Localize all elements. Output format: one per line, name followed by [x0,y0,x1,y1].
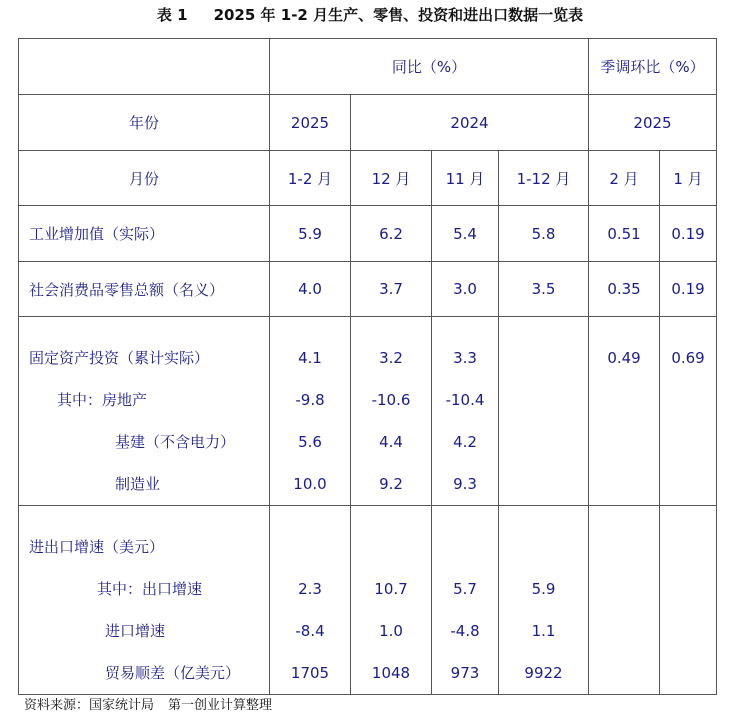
table-cell: 4.0 [270,262,351,317]
source-org: 第一创业计算整理 [168,698,273,713]
empty-cell [660,506,717,695]
table-title-text: 2025 年 1-2 月生产、零售、投资和进出口数据一览表 [213,6,584,24]
source-note [24,694,272,713]
trade-labels [19,506,270,695]
month-header: 12 月 [351,151,432,206]
row-label: 固定资产投资（累计实际） [29,349,210,367]
investment-col [270,317,351,506]
header-row-month [19,151,717,206]
table-cell: 5.8 [499,206,589,262]
table-cell: -8.4 [295,622,325,640]
year-2024: 2024 [351,95,589,151]
table-cell: 3.5 [499,262,589,317]
spacer [499,526,588,568]
table-cell: 3.0 [432,262,499,317]
month-header: 1-12 月 [499,151,589,206]
trade-col [499,506,589,695]
table-cell: 9.2 [379,475,403,493]
sub-row-label: 进口增速 [105,622,166,640]
table-cell: 1048 [371,664,411,682]
table-cell: 9922 [524,664,563,682]
investment-labels [19,317,270,506]
header-row-group [19,39,717,95]
month-header: 11 月 [432,151,499,206]
row-label: 工业增加值（实际） [19,206,270,262]
header-row-year [19,95,717,151]
table-cell: 1.0 [379,622,403,640]
sub-row-label: 贸易顺差（亿美元） [105,664,241,682]
year-label: 年份 [19,95,270,151]
table-row-investment [19,317,717,506]
table-cell: 5.4 [432,206,499,262]
month-header: 1-2 月 [270,151,351,206]
table-cell: 0.19 [660,206,717,262]
table-cell: 4.4 [379,433,403,451]
table-cell: 0.51 [589,206,660,262]
spacer [432,526,498,568]
sub-row-label: 其中：房地产 [57,391,148,409]
table-cell: 10.7 [374,580,408,598]
sub-row-label: 其中：出口增速 [97,580,203,598]
table-cell: 1705 [290,664,330,682]
sub-row-label: 基建（不含电力） [115,433,236,451]
investment-col [351,317,432,506]
header-corner [19,39,270,95]
year-2025: 2025 [270,95,351,151]
table-cell: 4.1 [298,349,322,367]
sub-row-label: 制造业 [115,475,161,493]
row-label: 进出口增速（美元） [29,538,165,556]
table-cell: 3.7 [351,262,432,317]
trade-col [270,506,351,695]
trade-col [432,506,499,695]
month-header: 1 月 [660,151,717,206]
table-cell: 4.2 [453,433,477,451]
month-label: 月份 [19,151,270,206]
table-cell: 9.3 [453,475,477,493]
table-cell: 0.19 [660,262,717,317]
table-cell: 3.2 [379,349,403,367]
table-cell: 5.9 [270,206,351,262]
table-cell: 10.0 [293,475,327,493]
table-cell [499,337,588,379]
table-cell: 5.9 [531,580,556,598]
table-cell: 1.1 [531,622,556,640]
table-cell: -10.4 [445,391,485,409]
table-cell: 2.3 [298,580,322,598]
year-2025-mom: 2025 [589,95,717,151]
investment-col [499,317,589,506]
table-row [19,206,717,262]
header-yoy: 同比（%） [270,39,589,95]
table-cell: 0.49 [607,349,641,367]
table-cell: 5.7 [453,580,477,598]
table-cell: 0.35 [589,262,660,317]
table-number: 表 1 [156,6,188,24]
month-header: 2 月 [589,151,660,206]
table-row-trade [19,506,717,695]
table-cell: 973 [450,664,480,682]
investment-col [432,317,499,506]
trade-col [351,506,432,695]
investment-col [589,317,660,506]
source-text: 资料来源：国家统计局 [24,698,155,713]
spacer [351,526,431,568]
spacer [270,526,350,568]
table-title [0,4,740,25]
row-label: 社会消费品零售总额（名义） [19,262,270,317]
table-cell: 3.3 [453,349,477,367]
data-table [18,38,717,695]
header-mom: 季调环比（%） [589,39,717,95]
table-cell: 0.69 [671,349,705,367]
empty-cell [589,506,660,695]
table-cell: -9.8 [295,391,325,409]
table-cell: -10.6 [371,391,411,409]
table-cell: -4.8 [450,622,480,640]
table-row [19,262,717,317]
table-cell: 5.6 [298,433,322,451]
table-cell: 6.2 [351,206,432,262]
investment-col [660,317,717,506]
